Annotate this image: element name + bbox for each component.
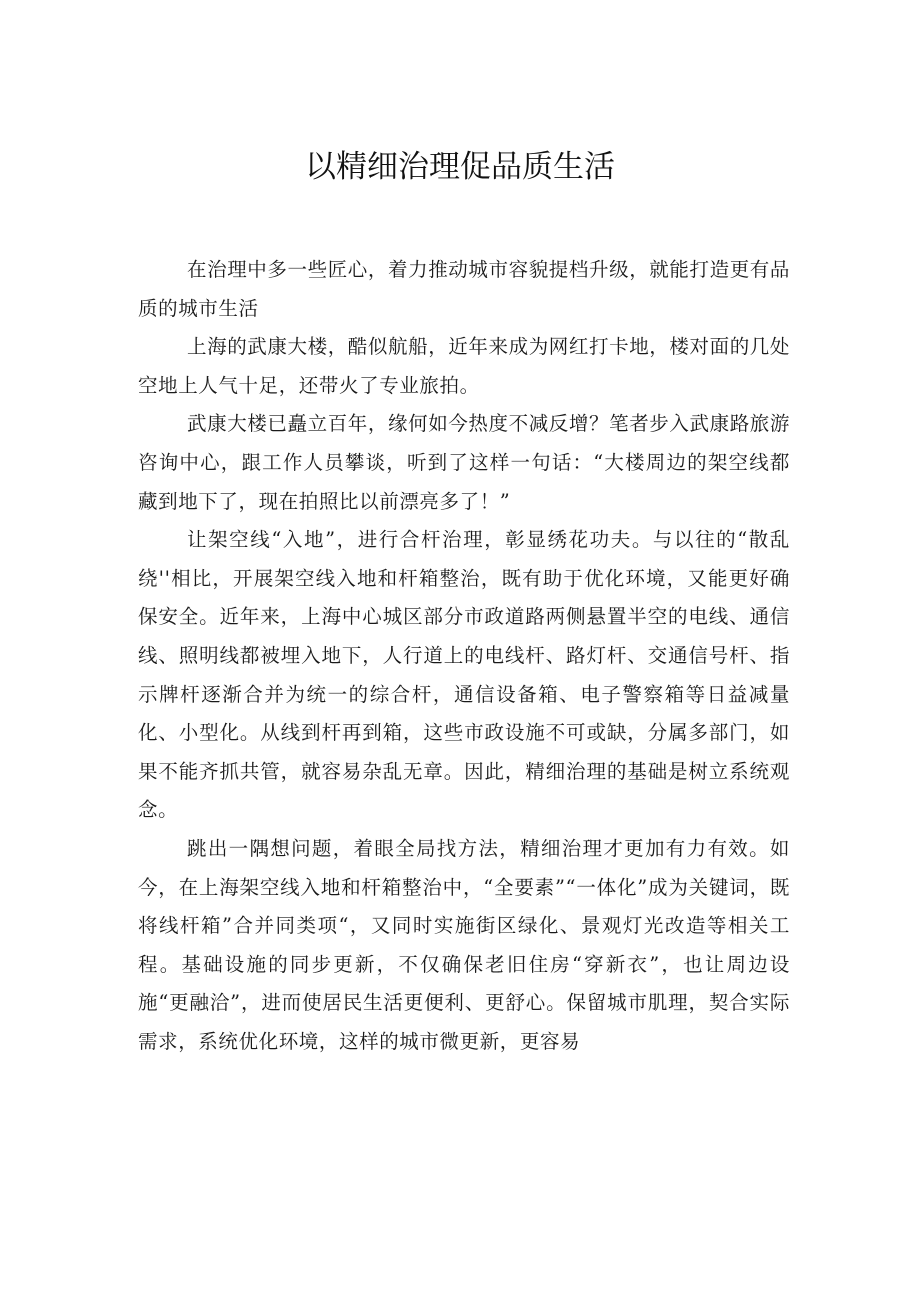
document-body <box>138 251 790 1061</box>
document-title: 以精细治理促品质生活 <box>305 149 615 185</box>
paragraph-5: 跳出一隅想问题，着眼全局找方法，精细治理才更加有力有效。如今，在上海架空线入地和杆箱整治中，“全要素”“一体化”成为关键词，既将线杆箱”合并同类项“，又同时实施街区绿化、景观灯光改造等相关工程。基础设施的同步更新，不仅确保老旧住房“穿新衣”，也让周边设施“更融洽”，进而使居民生活更便利、更舒心。保留城市肌理，契合实际需求，系统优化环境，这样的城市微更新，更容易 <box>138 836 790 1053</box>
paragraph-2: 上海的武康大楼，酷似航船，近年来成为网红打卡地，楼对面的几处空地上人气十足，还带火了专业旅拍。 <box>138 335 791 397</box>
paragraph-1: 在治理中多一些匠心，着力推动城市容貌提档升级，就能打造更有品质的城市生活 <box>138 258 791 320</box>
paragraph-3: 武康大楼已矗立百年，缘何如今热度不减反增？笔者步入武康路旅游咨询中心，跟工作人员攀谈，听到了这样一句话：“大楼周边的架空线都藏到地下了，现在拍照比以前漂亮多了！” <box>138 412 791 513</box>
paragraph-4: 让架空线“入地”，进行合杆治理，彰显绣花功夫。与以往的“散乱绕''相比，开展架空线入地和杆箱整治，既有助于优化环境，又能更好确保安全。近年来，上海中心城区部分市政道路两侧悬置半空的电线、通信线、照明线都被埋入地下，人行道上的电线杆、路灯杆、交通信号杆、指示牌杆逐渐合并为统一的综合杆，通信设备箱、电子警察箱等日益减量化、小型化。从线到杆再到箱，这些市政设施不可或缺，分属多部门，如果不能齐抓共管，就容易杂乱无章。因此，精细治理的基础是树立系统观念。 <box>138 528 790 822</box>
